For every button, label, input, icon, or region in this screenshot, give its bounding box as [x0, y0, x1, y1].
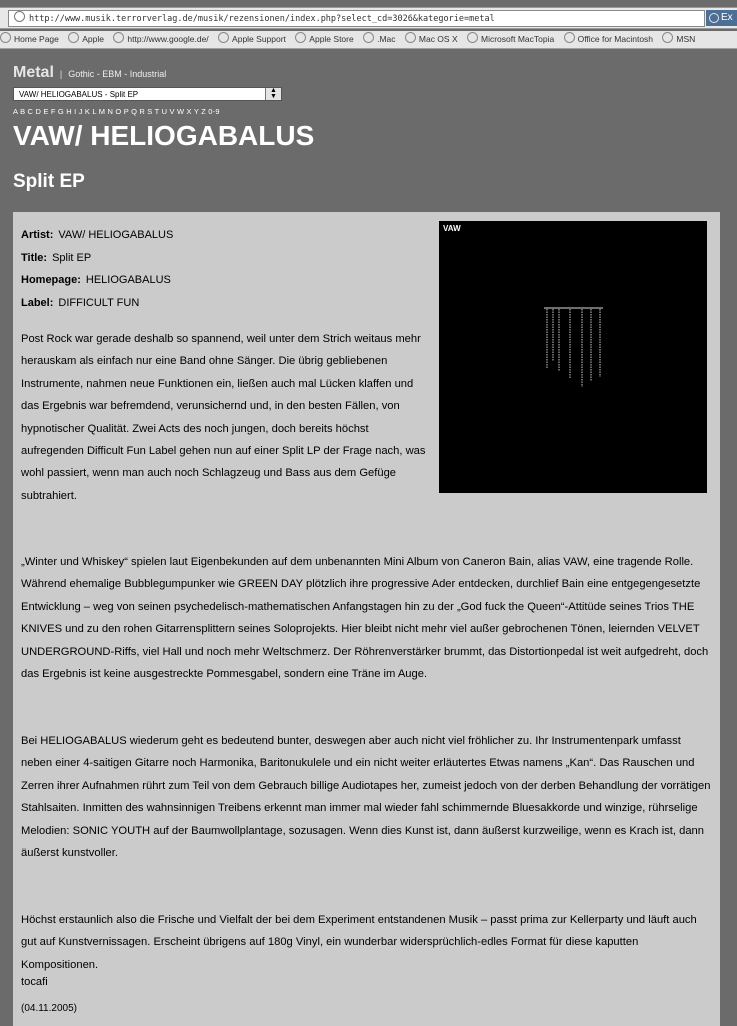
- category-gothic-link[interactable]: Gothic - EBM - Industrial: [68, 69, 167, 79]
- globe-icon: [662, 32, 673, 43]
- review-paragraph-4: Höchst erstaunlich also die Frische und Vielfalt der bei dem Experiment entstandenen Musik – passt prima zur Kellerparty und läuft auch gut auf Kunstvernissagen. Erscheint übrigens auf 180g Vinyl, ein wunderbar widersprüchlich-edles Format für diese kaputten Kompositionen.: [21, 914, 697, 971]
- review-date: (04.11.2005): [21, 1003, 77, 1014]
- select-arrows-icon: ▲ ▼: [265, 88, 281, 100]
- release-select[interactable]: [13, 87, 282, 101]
- review-panel: [13, 212, 720, 1026]
- meta-title: Title: Split EP: [21, 251, 92, 264]
- address-bar: [0, 7, 737, 29]
- release-title: Split EP: [13, 171, 85, 192]
- category-metal-link[interactable]: Metal: [13, 64, 54, 81]
- globe-icon: [564, 32, 575, 43]
- bookmark-apple[interactable]: Apple: [68, 31, 104, 48]
- globe-icon: [405, 32, 416, 43]
- globe-icon: [295, 32, 306, 43]
- bookmark-google[interactable]: http://www.google.de/: [113, 31, 208, 48]
- go-icon: [709, 13, 719, 23]
- bookmark-msn[interactable]: MSN: [662, 31, 695, 48]
- globe-icon: [363, 32, 374, 43]
- globe-icon: [113, 32, 124, 43]
- bookmark-office[interactable]: Office for Macintosh: [564, 31, 653, 48]
- url-field[interactable]: [8, 10, 705, 27]
- nav-separator: |: [59, 69, 63, 79]
- bookmark-mac[interactable]: .Mac: [363, 31, 395, 48]
- meta-homepage: Homepage: HELIOGABALUS: [21, 274, 171, 286]
- review-author: tocafi: [21, 976, 48, 988]
- globe-icon: [0, 32, 11, 43]
- url-text: http://www.musik.terrorverlag.de/musik/rezensionen/index.php?select_cd=3026&kategorie=metal: [29, 14, 495, 24]
- band-title: VAW/ HELIOGABALUS: [13, 120, 315, 151]
- cover-label: VAW: [443, 224, 461, 233]
- release-select-value: VAW/ HELIOGABALUS - Split EP: [19, 90, 139, 99]
- go-label: Ex: [721, 12, 733, 23]
- cover-artwork: [439, 221, 707, 493]
- review-paragraph-2: „Winter und Whiskey“ spielen laut Eigenbekunden auf dem unbenannten Mini Album von Caneron Bain, alias VAW, eine tragende Rolle. Während ehemalige Bubblegumpunker wie GREEN DAY plötzlich ihre progressive Ader entdecken, durchlief Bain eine entgegengesetzte Entwicklung – weg von seinen psychedelisch-mathematischen Anfangstagen hin zu der „God fuck the Queen“-Attitüde seines Trios THE KNIVES und zu den rohen Gitarrensplittern seines Soloprojekts. Hier bleibt nicht mehr viel außer gebrochenen Tönen, leiernden VELVET UNDERGROUND-Riffs, viel Hall und noch mehr Weltschmerz. Der Röhrenverstärker brummt, das Distortionpedal ist weit aufgedreht, doch das Ergebnis ist keine ausgestreckte Pommesgabel, sondern eine Träne im Auge.: [21, 556, 709, 681]
- bookmark-apple-support[interactable]: Apple Support: [218, 31, 286, 48]
- category-nav: [13, 64, 166, 82]
- review-paragraph-3: Bei HELIOGABALUS wiederum geht es bedeutend bunter, deswegen aber auch nicht viel fröhlicher zu. Ihr Instrumentenpark umfasst neben einer 4-saitigen Gitarre noch Harmonika, Baritonukulele und ein nicht weiter erläutertes Etwas namens „Kan“. Das Rauschen und Zerren ihrer Aufnahmen rührt zum Teil von dem Gebrauch billige Audiotapes her, zumeist jedoch von der derben Behandlung der vorrätigen Stahlsaiten. Inmitten des wahnsinnigen Treibens erkennt man immer mal wieder fahl schimmernde Bluesakkorde und winzige, rührselige Melodien: SONIC YOUTH auf der Baumwollplantage, sozusagen. Wenn dies Kunst ist, dann äußerst kurzweilige, wenn es Krach ist, dann äußerst kunstvoller.: [21, 735, 711, 860]
- alphabet-index[interactable]: A B C D E F G H I J K L M N O P Q R S T U V W X Y Z 0-9: [13, 107, 220, 116]
- meta-label: Label: DIFFICULT FUN: [21, 296, 140, 309]
- globe-icon: [14, 11, 25, 22]
- go-button[interactable]: [706, 10, 737, 26]
- meta-block: [21, 224, 173, 314]
- meta-artist: Artist: VAW/ HELIOGABALUS: [21, 229, 174, 241]
- bookmark-apple-store[interactable]: Apple Store: [295, 31, 353, 48]
- globe-icon: [68, 32, 79, 43]
- bookmark-microsoft-mactopia[interactable]: Microsoft MacTopia: [467, 31, 554, 48]
- bookmarks-bar: [0, 31, 737, 49]
- review-paragraph-1: Post Rock war gerade deshalb so spannend, weil unter dem Strich weitaus mehr herauskam als einfach nur eine Band ohne Sänger. Die übrig gebliebenen Instrumente, nahmen neue Funktionen ein, ließen auch mal Lücken klaffen und das Ergebnis war befremdend, verunsichernd und, in den besten Fällen, von hypnotischer Qualität. Zwei Acts des noch jungen, doch bereits höchst aufregenden Difficult Fun Label gehen nun auf einer Split LP der Frage nach, was wohl passiert, wenn man auch noch Schlagzeug und Bass aus dem Gefüge subtrahiert.: [21, 333, 426, 502]
- album-cover: [439, 221, 707, 493]
- bookmark-mac-os-x[interactable]: Mac OS X: [405, 31, 458, 48]
- bookmark-home-page[interactable]: Home Page: [0, 31, 59, 48]
- homepage-link[interactable]: HELIOGABALUS: [85, 274, 171, 286]
- globe-icon: [467, 32, 478, 43]
- globe-icon: [218, 32, 229, 43]
